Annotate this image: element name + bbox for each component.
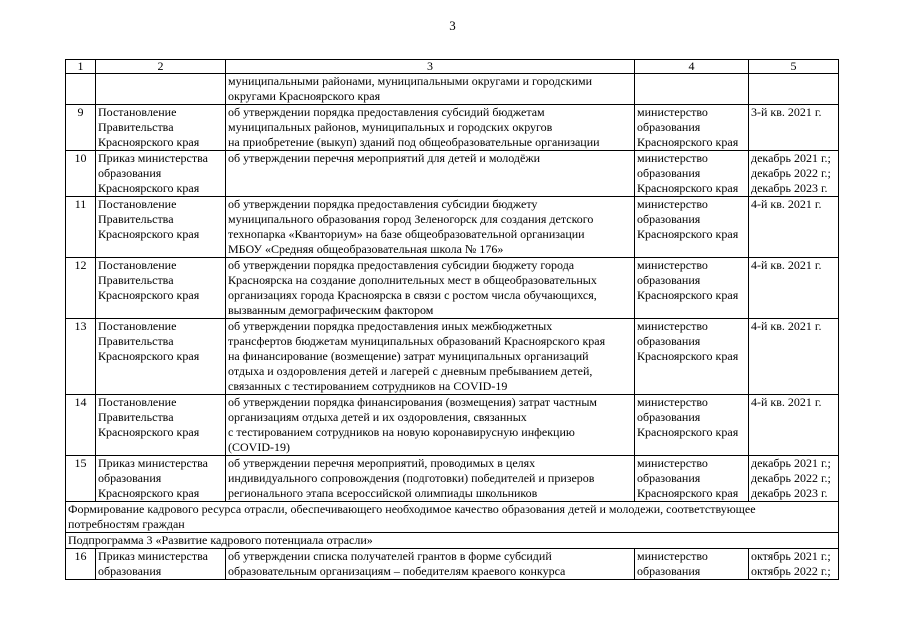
table-cell — [66, 258, 96, 319]
table-cell — [749, 549, 839, 580]
row-number: 13 — [74, 319, 87, 333]
page-number: 3 — [449, 18, 456, 33]
table-cell — [635, 395, 749, 456]
table-row — [66, 151, 839, 197]
document-description: об утверждении порядка финансирования (возмещения) затрат частным организациям отдыха детей и их оздоровления, связанных с тестированием сотрудников на новую коронавирусную инфекцию (COVID-19) — [228, 395, 598, 454]
table-cell — [226, 319, 635, 395]
table-cell — [226, 456, 635, 502]
table-cell-empty — [749, 74, 839, 105]
table-row — [66, 456, 839, 502]
table-row — [66, 549, 839, 580]
document-description: об утверждении списка получателей грантов в форме субсидий образовательным организациям – победителям краевого конкурса — [228, 549, 566, 578]
table-cell — [66, 105, 96, 151]
row-number: 12 — [74, 258, 87, 272]
table-cell — [96, 395, 226, 456]
row-number: 9 — [77, 105, 84, 119]
document-type: Постановление Правительства Красноярского края — [98, 319, 200, 363]
table-cell-empty — [66, 74, 96, 105]
table-cell — [635, 456, 749, 502]
table-cell — [96, 456, 226, 502]
table-cell — [226, 105, 635, 151]
table-cell — [635, 197, 749, 258]
table-cell — [66, 197, 96, 258]
table-cell — [226, 258, 635, 319]
document-type: Постановление Правительства Красноярского края — [98, 258, 200, 302]
row-number: 11 — [74, 197, 87, 211]
table-cell — [66, 151, 96, 197]
table-cell — [635, 258, 749, 319]
responsible-authority: министерство образования Красноярского края — [637, 197, 739, 241]
table-row — [66, 197, 839, 258]
table-cell — [96, 197, 226, 258]
document-type: Приказ министерства образования Красноярского края — [98, 456, 208, 500]
deadline: октябрь 2021 г.; октябрь 2022 г.; — [751, 549, 831, 578]
table-cell — [66, 456, 96, 502]
table-cell-empty — [96, 74, 226, 105]
column-header-number: 1 — [66, 60, 96, 74]
responsible-authority: министерство образования Красноярского края — [637, 151, 739, 195]
table-cell — [96, 319, 226, 395]
table-cell — [226, 151, 635, 197]
subprogram-title: Подпрограмма 3 «Развитие кадрового потенциала отрасли» — [66, 533, 839, 549]
table-cell — [66, 549, 96, 580]
subprogram-row — [66, 533, 839, 549]
column-header-document-type: 2 — [96, 60, 226, 74]
table-cell — [96, 105, 226, 151]
column-header-responsible: 4 — [635, 60, 749, 74]
table-header-row — [66, 60, 839, 74]
responsible-authority: министерство образования Красноярского края — [637, 319, 739, 363]
row-number: 16 — [74, 549, 87, 563]
responsible-authority: министерство образования — [637, 549, 708, 578]
table-cell — [96, 151, 226, 197]
responsible-authority: министерство образования Красноярского края — [637, 395, 739, 439]
continuation-text: муниципальными районами, муниципальными округами и городскими округами Красноярского края — [226, 74, 635, 105]
deadline: 4-й кв. 2021 г. — [751, 319, 822, 333]
table-cell — [96, 549, 226, 580]
deadline: 4-й кв. 2021 г. — [751, 197, 822, 211]
deadline: 3-й кв. 2021 г. — [751, 105, 822, 119]
table-cell — [226, 549, 635, 580]
table-cell — [66, 319, 96, 395]
document-description: об утверждении порядка предоставления субсидий бюджетам муниципальных районов, муниципальных и городских округов на приобретение (выкуп) зданий под общеобразовательные организации — [228, 105, 600, 149]
document-type: Приказ министерства образования Красноярского края — [98, 151, 208, 195]
table-cell — [96, 258, 226, 319]
deadline: декабрь 2021 г.; декабрь 2022 г.; декабрь 2023 г. — [751, 456, 831, 500]
table-row — [66, 105, 839, 151]
table-cell — [749, 258, 839, 319]
document-description: об утверждении перечня мероприятий для детей и молодёжи — [228, 151, 541, 165]
table-cell — [226, 197, 635, 258]
table-cell — [749, 319, 839, 395]
document-description: об утверждении порядка предоставления субсидии бюджету муниципального образования город Зеленогорск для создания детского технопарка «Кванториум» на базе общеобразовательной организации МБОУ «Средняя общеобразовательная школа № 176» — [228, 197, 594, 256]
table-row — [66, 319, 839, 395]
responsible-authority: министерство образования Красноярского края — [637, 105, 739, 149]
document-type: Постановление Правительства Красноярского края — [98, 197, 200, 241]
regulatory-acts-table — [65, 59, 839, 580]
deadline: декабрь 2021 г.; декабрь 2022 г.; декабрь 2023 г. — [751, 151, 831, 195]
table-cell — [749, 395, 839, 456]
table-cell — [749, 456, 839, 502]
table-cell — [749, 151, 839, 197]
responsible-authority: министерство образования Красноярского края — [637, 456, 739, 500]
table-row — [66, 258, 839, 319]
document-description: об утверждении порядка предоставления иных межбюджетных трансфертов бюджетам муниципальных образований Красноярского края на финансирование (возмещение) затрат муниципальных организаций отдыха и оздоровления детей и лагерей с дневным пребыванием детей, связанных с тестированием сотрудников на COVID-19 — [228, 319, 606, 393]
table-cell — [749, 105, 839, 151]
row-number: 10 — [74, 151, 87, 165]
row-number: 15 — [74, 456, 87, 470]
row-number: 14 — [74, 395, 87, 409]
continuation-row — [66, 74, 839, 105]
document-type: Постановление Правительства Красноярского края — [98, 105, 200, 149]
goal-text: Формирование кадрового ресурса отрасли, обеспечивающего необходимое качество образования детей и молодежи, соответствующее потребностям граждан — [66, 502, 839, 533]
table-cell — [635, 151, 749, 197]
goal-row — [66, 502, 839, 533]
document-type: Приказ министерства образования — [98, 549, 208, 578]
table-cell — [635, 549, 749, 580]
document-type: Постановление Правительства Красноярского края — [98, 395, 200, 439]
deadline: 4-й кв. 2021 г. — [751, 395, 822, 409]
table-cell — [635, 319, 749, 395]
responsible-authority: министерство образования Красноярского края — [637, 258, 739, 302]
table-row — [66, 395, 839, 456]
table-cell-empty — [635, 74, 749, 105]
table-cell — [635, 105, 749, 151]
document-description: об утверждении перечня мероприятий, проводимых в целях индивидуального сопровождения (подготовки) победителей и призеров регионального этапа всероссийской олимпиады школьников — [228, 456, 595, 500]
document-description: об утверждении порядка предоставления субсидии бюджету города Красноярска на создание дополнительных мест в общеобразовательных организациях города Красноярска в связи с ростом числа обучающихся, вызванным демографическим фактором — [228, 258, 597, 317]
table-cell — [749, 197, 839, 258]
table-cell — [226, 395, 635, 456]
deadline: 4-й кв. 2021 г. — [751, 258, 822, 272]
table-cell — [66, 395, 96, 456]
column-header-description: 3 — [226, 60, 635, 74]
column-header-deadline: 5 — [749, 60, 839, 74]
